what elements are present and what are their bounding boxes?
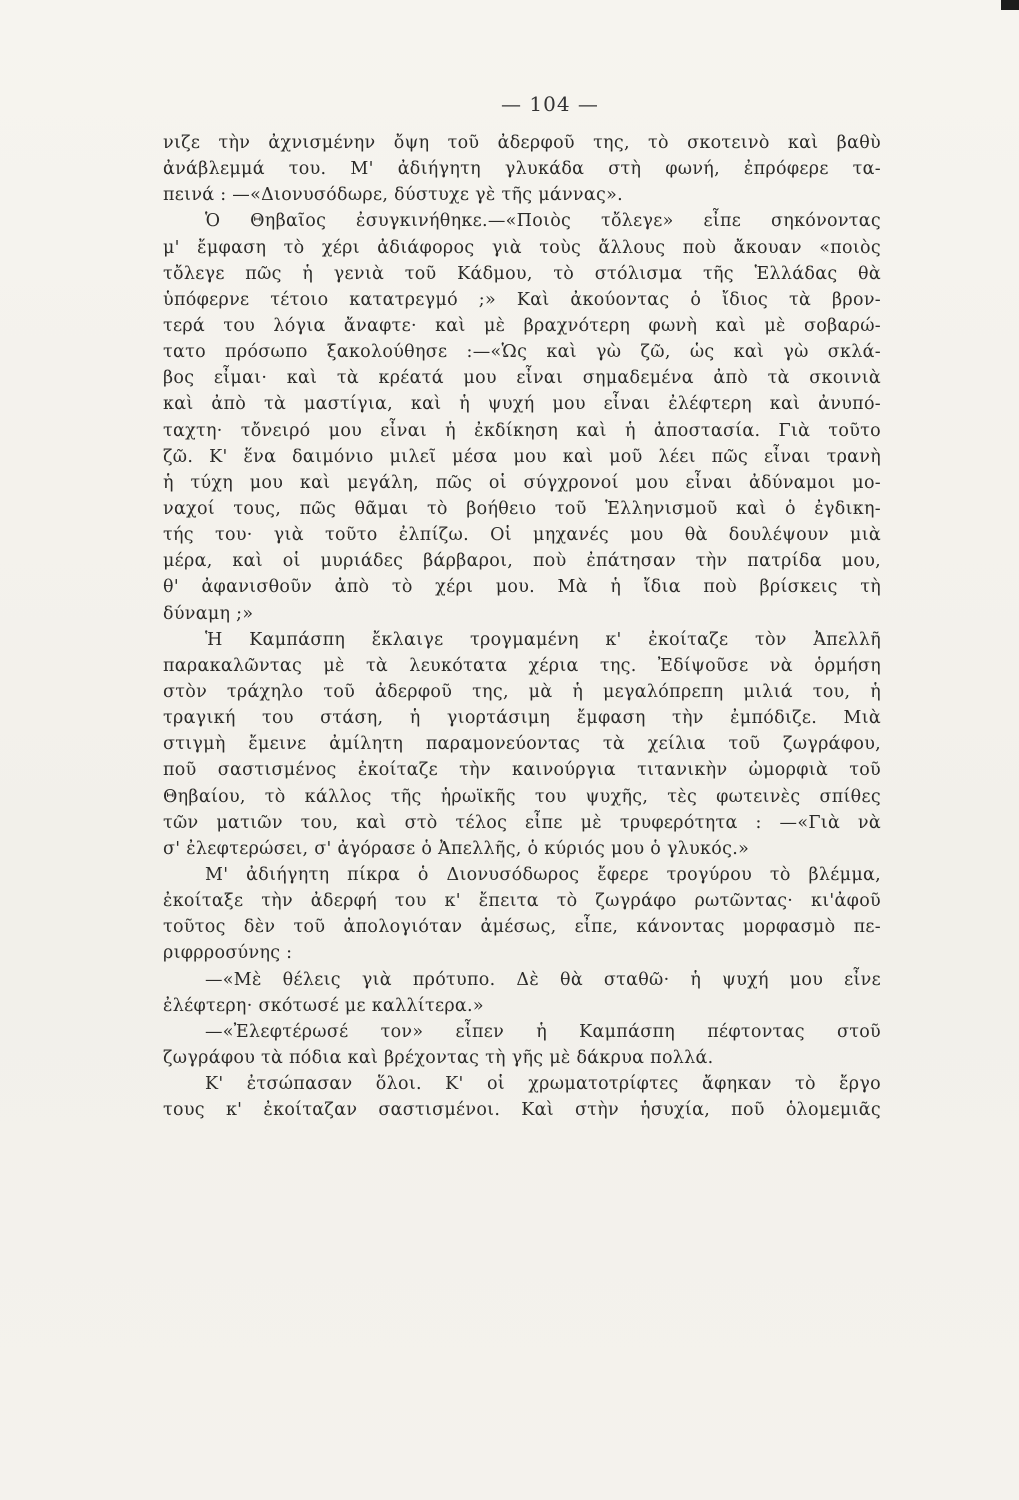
text-line: ριφρροσύνης : <box>163 943 293 964</box>
text-line: —«Μὲ θέλεις γιὰ πρότυπο. Δὲ θὰ σταθῶ· ἡ ψυχή μου εἶνε <box>205 969 881 990</box>
text-line: ποῦ σαστισμένος ἐκοίταζε τὴν καινούργια τιτανικὴν ὠμορφιὰ τοῦ <box>163 760 881 781</box>
text-line: ἐκοίταξε τὴν ἀδερφή του κ' ἔπειτα τὸ ζωγράφο ρωτῶντας· κι'ἀφοῦ <box>163 891 881 912</box>
text-line: καὶ ἀπὸ τὰ μαστίγια, καὶ ἡ ψυχή μου εἶναι ἐλέφτερη καὶ ἀνυπό- <box>163 394 881 415</box>
text-line: ὑπόφερνε τέτοιο κατατρεγμό ;» Καὶ ἀκούοντας ὁ ἴδιος τὰ βρον- <box>163 289 881 310</box>
text-line: —«Ἐλεφτέρωσέ τον» εἶπεν ἡ Καμπάσπη πέφτοντας στοῦ <box>205 1021 881 1042</box>
text-line: ζῶ. Κ' ἕνα δαιμόνιο μιλεῖ μέσα μου καὶ μοῦ λέει πῶς εἶναι τρανὴ <box>163 446 881 467</box>
text-line: παρακαλῶντας μὲ τὰ λευκότατα χέρια της. Ἐδίψοῦσε νὰ ὁρμήση <box>163 655 881 676</box>
text-line: στιγμὴ ἔμεινε ἀμίλητη παραμονεύοντας τὰ χείλια τοῦ ζωγράφου, <box>163 734 881 755</box>
text-line: Μ' ἀδιήγητη πίκρα ὁ Διονυσόδωρος ἔφερε τρογύρου τὸ βλέμμα, <box>205 864 881 885</box>
text-line: τους κ' ἐκοίταζαν σαστισμένοι. Καὶ στὴν ἡσυχία, ποῦ ὁλομεμιᾶς <box>163 1100 881 1121</box>
page-number: — 104 — <box>501 92 599 116</box>
text-line: τῶν ματιῶν του, καὶ στὸ τέλος εἶπε μὲ τρυφερότητα : —«Γιὰ νὰ <box>163 812 881 833</box>
text-line: δύναμη ;» <box>163 603 254 624</box>
text-line: τοῦτος δὲν τοῦ ἀπολογιόταν ἀμέσως, εἶπε, κάνοντας μορφασμὸ πε- <box>163 917 881 938</box>
text-line: ταχτη· τὄνειρό μου εἶναι ἡ ἐκδίκηση καὶ ἡ ἀποστασία. Γιὰ τοῦτο <box>163 420 881 441</box>
scan-corner-mark <box>1001 0 1019 10</box>
text-line: Ὁ Θηβαῖος ἐσυγκινήθηκε.—«Ποιὸς τὄλεγε» εἶπε σηκόνοντας <box>205 211 881 232</box>
text-line: μέρα, καὶ οἱ μυριάδες βάρβαροι, ποὺ ἐπάτησαν τὴν πατρίδα μου, <box>163 551 881 572</box>
text-line: ἀνάβλεμμά του. Μ' ἀδιήγητη γλυκάδα στὴ φωνή, ἐπρόφερε τα- <box>163 159 881 180</box>
text-line: τής του· γιὰ τοῦτο ἐλπίζω. Οἱ μηχανές μου θὰ δουλέψουν μιὰ <box>163 525 881 546</box>
text-line: τατο πρόσωπο ξακολούθησε :—«Ὡς καὶ γὼ ζῶ, ὡς καὶ γὼ σκλά- <box>163 342 881 363</box>
text-line: νιζε τὴν ἀχνισμένην ὄψη τοῦ ἀδερφοῦ της, τὸ σκοτεινὸ καὶ βαθὺ <box>163 133 881 153</box>
text-line: Κ' ἐτσώπασαν ὅλοι. Κ' οἱ χρωματοτρίφτες ἄφηκαν τὸ ἔργο <box>205 1074 881 1095</box>
text-line: πεινά : —«Διονυσόδωρε, δύστυχε γὲ τῆς μάννας». <box>163 185 623 206</box>
text-line: σ' ἐλεφτερώσει, σ' ἀγόρασε ὁ Ἀπελλῆς, ὁ κύριός μου ὁ γλυκός.» <box>163 838 750 859</box>
text-line: Ἡ Καμπάσπη ἔκλαιγε τρογμαμένη κ' ἐκοίταζε τὸν Ἀπελλῆ <box>205 629 881 650</box>
text-line: ζωγράφου τὰ πόδια καὶ βρέχοντας τὴ γῆς μὲ δάκρυα πολλά. <box>163 1047 714 1068</box>
text-line: μ' ἔμφαση τὸ χέρι ἀδιάφορος γιὰ τοὺς ἄλλους ποὺ ἄκουαν «ποιὸς <box>163 237 881 258</box>
text-line: τὄλεγε πῶς ἡ γενιὰ τοῦ Κάδμου, τὸ στόλισμα τῆς Ἑλλάδας θὰ <box>163 263 881 284</box>
text-line: τερά του λόγια ἄναφτε· καὶ μὲ βραχνότερη φωνὴ καὶ μὲ σοβαρώ- <box>163 315 881 336</box>
text-line: ἡ τύχη μου καὶ μεγάλη, πῶς οἱ σύγχρονοί μου εἶναι ἀδύναμοι μο- <box>163 472 881 493</box>
body-text <box>163 130 881 1123</box>
text-line: ναχοί τους, πῶς θᾶμαι τὸ βοήθειο τοῦ Ἑλληνισμοῦ καὶ ὁ ἐγδικη- <box>163 498 881 519</box>
text-line: θ' ἀφανισθοῦν ἀπὸ τὸ χέρι μου. Μὰ ἡ ἴδια ποὺ βρίσκεις τὴ <box>163 577 881 598</box>
text-line: στὸν τράχηλο τοῦ ἀδερφοῦ της, μὰ ἡ μεγαλόπρεπη μιλιά του, ἡ <box>163 681 881 702</box>
text-line: βος εἶμαι· καὶ τὰ κρέατά μου εἶναι σημαδεμένα ἀπὸ τὰ σκοινιὰ <box>163 368 881 389</box>
text-line: ἐλέφτερη· σκότωσέ με καλλίτερα.» <box>163 995 484 1016</box>
text-line: τραγική του στάση, ἡ γιορτάσιμη ἔμφαση τὴν ἐμπόδιζε. Μιὰ <box>163 708 881 729</box>
text-line: Θηβαίου, τὸ κάλλος τῆς ἡρωϊκῆς του ψυχῆς, τὲς φωτεινὲς σπίθες <box>163 786 881 807</box>
